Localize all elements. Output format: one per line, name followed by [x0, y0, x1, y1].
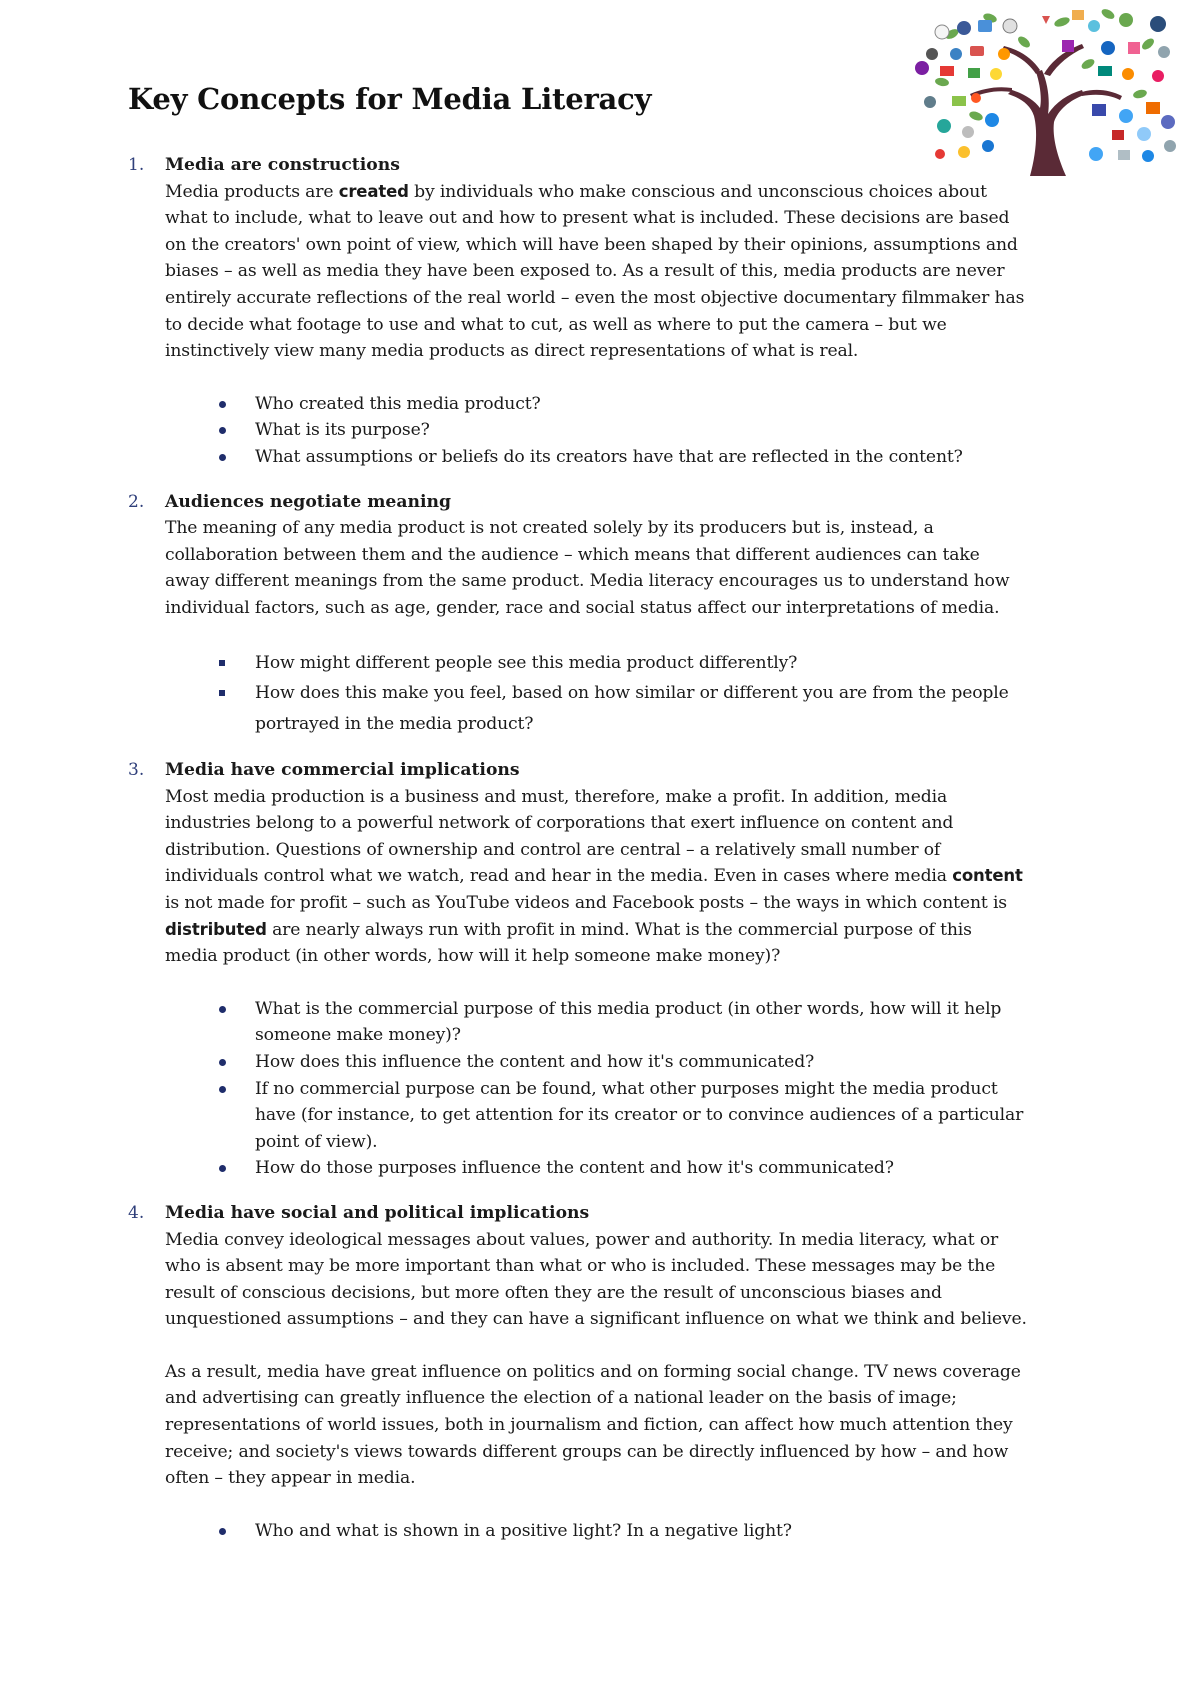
section-heading: Audiences negotiate meaning [165, 491, 452, 512]
question-list [165, 391, 1028, 471]
question-item: How do those purposes influence the content and how it's communicated? [255, 1155, 1028, 1182]
section-paragraph: As a result, media have great influence on politics and on forming social change. TV news coverage and advertising can greatly influence the election of a national leader on the basis of image; representations of world issues, both in journalism and fiction, can affect how much attention they receive; and society's views towards different groups can be directly influenced by how – and how often – they appear in media. [165, 1361, 1021, 1489]
concept-section [128, 152, 1028, 471]
question-list [165, 996, 1028, 1182]
section-paragraph: Most media production is a business and must, therefore, make a profit. In addition, media industries belong to a powerful network of corporations that exert influence on content and distribution. Questions of ownership and control are central – a relatively small number of individuals control what we watch, read and hear in the media. Even in cases where media content is not made for profit – such as YouTube videos and Facebook posts – the ways in which content is distributed are nearly always run with profit in mind. What is the commercial purpose of this media product (in other words, how will it help someone make money)? [165, 786, 1023, 967]
section-paragraph: Media products are created by individuals who make conscious and unconscious choices about what to include, what to leave out and how to present what is included. These decisions are based on the creators' own point of view, which will have been shaped by their opinions, assumptions and biases – as well as media they have been exposed to. As a result of this, media products are never entirely accurate reflections of the real world – even the most objective documentary filmmaker has to decide what footage to use and what to cut, as well as where to put the camera – but we instinctively view many media products as direct representations of what is real. [165, 181, 1025, 362]
question-item: What is its purpose? [255, 417, 1028, 444]
question-list [165, 648, 1028, 740]
concept-section [128, 757, 1028, 1182]
document-body [128, 152, 1028, 1562]
question-list [165, 1518, 1028, 1545]
question-item: What is the commercial purpose of this media product (in other words, how will it help someone make money)? [255, 996, 1028, 1049]
section-heading: Media have social and political implications [165, 1202, 590, 1223]
question-item: Who and what is shown in a positive light? In a negative light? [255, 1518, 1028, 1545]
section-number: 1. [128, 155, 145, 175]
question-item: How does this make you feel, based on how similar or different you are from the people portrayed in the media product? [255, 678, 1028, 739]
section-number: 2. [128, 491, 145, 512]
section-heading: Media are constructions [165, 155, 400, 175]
question-item: How does this influence the content and how it's communicated? [255, 1049, 1028, 1076]
question-item: If no commercial purpose can be found, what other purposes might the media product have (for instance, to get attention for its creator or to convince audiences of a particular point of view). [255, 1076, 1028, 1156]
question-item: Who created this media product? [255, 391, 1028, 418]
concept-section [128, 489, 1028, 739]
question-item: What assumptions or beliefs do its creators have that are reflected in the content? [255, 444, 1028, 471]
question-item: How might different people see this media product differently? [255, 648, 1028, 679]
section-number: 3. [128, 760, 145, 780]
section-paragraph: Media convey ideological messages about values, power and authority. In media literacy, what or who is absent may be more important than what or who is included. These messages may be the result of conscious decisions, but more often they are the result of unconscious biases and unquestioned assumptions – and they can have a significant influence on what we think and believe. [165, 1229, 1027, 1330]
concept-section [128, 1200, 1028, 1545]
section-paragraph: The meaning of any media product is not created solely by its producers but is, instead, a collaboration between them and the audience – which means that different audiences can take away different meanings from the same product. Media literacy encourages us to understand how individual factors, such as age, gender, race and social status affect our interpretations of media. [165, 518, 1010, 618]
section-heading: Media have commercial implications [165, 760, 520, 780]
section-number: 4. [128, 1202, 145, 1223]
document-title: Key Concepts for Media Literacy [128, 82, 652, 116]
media-tree-icon [912, 4, 1182, 176]
